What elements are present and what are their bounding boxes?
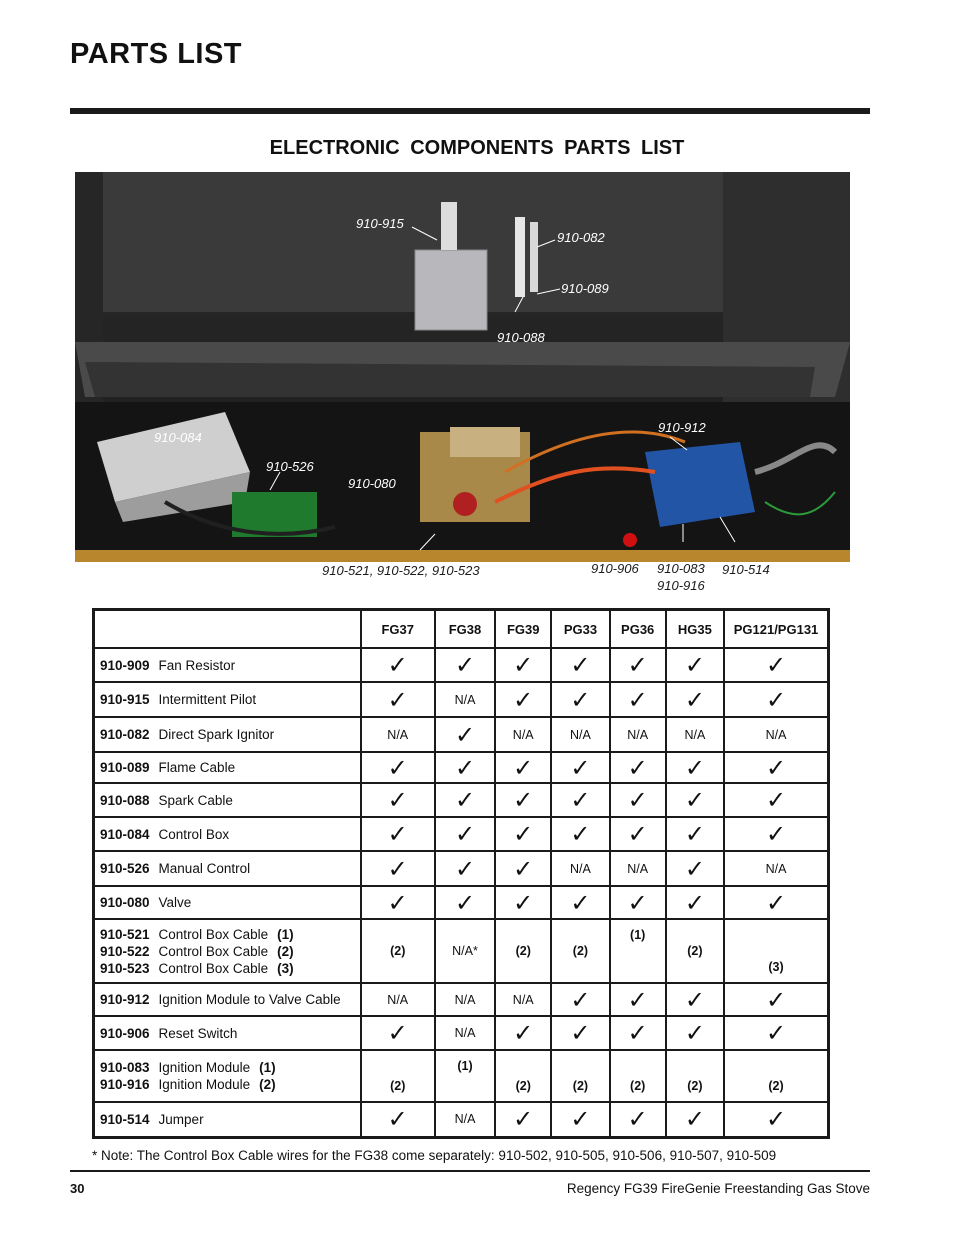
check-mark-icon: ✓ <box>627 786 648 814</box>
table-header-row <box>94 610 829 649</box>
footer-document-title: Regency FG39 FireGenie Freestanding Gas Stove <box>566 1181 870 1196</box>
check-mark-icon: ✓ <box>454 786 476 814</box>
check-mark-icon: ✓ <box>570 985 591 1014</box>
model-cell <box>724 817 828 851</box>
not-applicable-value: N/A <box>512 992 534 1007</box>
model-cell <box>495 682 551 717</box>
model-cell <box>724 886 828 919</box>
check-mark-icon: ✓ <box>627 753 648 782</box>
model-cell <box>551 717 609 752</box>
not-applicable-value: N/A <box>454 692 476 707</box>
model-cell <box>551 919 609 983</box>
not-applicable-value: N/A <box>454 992 476 1007</box>
model-cell <box>435 717 495 752</box>
table-row <box>94 919 829 983</box>
model-cell <box>724 1050 828 1102</box>
check-mark-icon: ✓ <box>765 651 787 679</box>
model-cell <box>495 886 551 919</box>
model-cell <box>551 752 609 783</box>
page-number: 30 <box>70 1181 85 1196</box>
part-description <box>94 919 361 983</box>
part-description <box>94 648 361 682</box>
part-line <box>100 726 360 743</box>
table-row <box>94 1050 829 1102</box>
check-mark-icon: ✓ <box>454 820 476 848</box>
not-applicable-value: N/A <box>765 727 787 742</box>
column-header: PG36 <box>610 610 666 649</box>
model-cell <box>610 1102 666 1137</box>
part-name: Control Box Cable <box>158 926 269 942</box>
table-row <box>94 1016 829 1050</box>
part-line <box>100 991 360 1008</box>
footer-rule <box>70 1170 870 1172</box>
part-description <box>94 983 361 1016</box>
check-mark-icon: ✓ <box>387 1019 408 1047</box>
model-cell <box>724 648 828 682</box>
check-mark-icon: ✓ <box>570 786 591 814</box>
photo-label: 910-521, 910-522, 910-523 <box>322 563 480 578</box>
model-cell <box>435 919 495 983</box>
check-mark-icon: ✓ <box>684 820 705 848</box>
page-title: PARTS LIST <box>70 38 243 70</box>
not-applicable-value: N/A <box>512 727 534 742</box>
check-mark-icon: ✓ <box>513 786 534 814</box>
model-cell <box>724 752 828 783</box>
model-cell <box>361 783 435 817</box>
check-mark-icon: ✓ <box>570 1019 591 1047</box>
quantity-value: (2) <box>515 944 531 958</box>
model-cell <box>361 682 435 717</box>
model-cell <box>551 1050 609 1102</box>
table-row <box>94 783 829 817</box>
photo-label: 910-906 <box>591 561 639 576</box>
part-name: Direct Spark Ignitor <box>158 727 275 742</box>
model-cell <box>361 752 435 783</box>
part-name: Reset Switch <box>158 1025 238 1041</box>
model-cell <box>610 817 666 851</box>
check-mark-icon: ✓ <box>765 1105 787 1134</box>
photo-label: 910-080 <box>348 476 396 491</box>
part-line <box>100 894 360 911</box>
model-cell <box>435 1016 495 1050</box>
check-mark-icon: ✓ <box>627 820 648 848</box>
model-cell <box>361 886 435 919</box>
section-title: ELECTRONIC COMPONENTS PARTS LIST <box>269 137 685 159</box>
quantity-value: (2) <box>390 1079 406 1093</box>
part-description <box>94 1050 361 1102</box>
part-line <box>100 657 360 674</box>
model-cell <box>666 886 724 919</box>
photo-label: 910-088 <box>497 330 545 345</box>
model-cell <box>495 752 551 783</box>
model-cell <box>361 851 435 886</box>
part-description <box>94 783 361 817</box>
part-line <box>100 860 360 877</box>
check-mark-icon: ✓ <box>684 685 705 714</box>
check-mark-icon: ✓ <box>513 753 534 782</box>
part-line <box>100 1059 360 1076</box>
part-name: Control Box Cable <box>158 943 269 959</box>
check-mark-icon: ✓ <box>570 651 591 679</box>
check-mark-icon: ✓ <box>454 720 476 749</box>
check-mark-icon: ✓ <box>684 1105 705 1134</box>
part-name: Flame Cable <box>158 760 236 775</box>
model-cell <box>666 648 724 682</box>
header-blank <box>94 610 361 649</box>
model-cell <box>495 1050 551 1102</box>
model-cell <box>435 783 495 817</box>
photo-label: 910-916 <box>657 578 705 593</box>
column-header: FG39 <box>495 610 551 649</box>
not-applicable-value: N/A <box>387 992 409 1007</box>
model-cell <box>610 648 666 682</box>
part-number: 910-526 <box>100 861 150 876</box>
quantity-value: (2) <box>687 944 703 958</box>
quantity-value: (2) <box>768 1079 784 1093</box>
check-mark-icon: ✓ <box>627 685 648 714</box>
part-name: Ignition Module <box>158 1077 251 1092</box>
model-cell <box>551 682 609 717</box>
check-mark-icon: ✓ <box>684 985 705 1014</box>
part-quantity: (1) <box>259 1060 276 1075</box>
part-quantity: (3) <box>277 960 294 976</box>
model-cell <box>724 919 828 983</box>
part-number: 910-089 <box>100 760 150 775</box>
table-row <box>94 648 829 682</box>
model-cell <box>361 1050 435 1102</box>
model-cell <box>361 648 435 682</box>
check-mark-icon: ✓ <box>627 985 648 1014</box>
table-row <box>94 886 829 919</box>
quantity-value: (2) <box>687 1079 703 1093</box>
footnote: * Note: The Control Box Cable wires for the FG38 come separately: 910-502, 910-505, 910-506, 910-507, 910-509 <box>92 1148 777 1163</box>
part-description <box>94 682 361 717</box>
model-cell <box>610 919 666 983</box>
model-cell <box>610 682 666 717</box>
column-header: PG121/PG131 <box>724 610 828 649</box>
model-cell <box>724 851 828 886</box>
model-cell <box>551 1016 609 1050</box>
part-quantity: (1) <box>277 926 294 942</box>
model-cell <box>435 1050 495 1102</box>
part-name: Fan Resistor <box>158 657 236 673</box>
quantity-value: (3) <box>768 960 784 974</box>
quantity-value: (2) <box>390 944 406 958</box>
part-line <box>100 926 360 943</box>
part-line <box>100 792 360 809</box>
check-mark-icon: ✓ <box>387 1105 408 1134</box>
model-cell <box>435 817 495 851</box>
model-cell <box>435 648 495 682</box>
part-name: Control Box Cable <box>158 960 269 976</box>
check-mark-icon: ✓ <box>684 888 705 917</box>
check-mark-icon: ✓ <box>387 651 408 679</box>
not-applicable-value: N/A <box>765 861 787 876</box>
model-cell <box>495 717 551 752</box>
model-cell <box>666 717 724 752</box>
model-cell <box>724 983 828 1016</box>
part-number: 910-906 <box>100 1025 150 1041</box>
model-cell <box>495 1102 551 1137</box>
model-cell <box>495 1016 551 1050</box>
check-mark-icon: ✓ <box>570 1105 591 1134</box>
check-mark-icon: ✓ <box>387 820 408 848</box>
table-row <box>94 1102 829 1137</box>
photo-label: 910-526 <box>266 459 314 474</box>
part-description <box>94 1102 361 1137</box>
model-cell <box>551 1102 609 1137</box>
not-applicable-value: N/A <box>454 1112 476 1127</box>
model-cell <box>610 1016 666 1050</box>
check-mark-icon: ✓ <box>513 820 534 848</box>
model-cell <box>361 717 435 752</box>
check-mark-icon: ✓ <box>684 854 705 883</box>
model-cell <box>361 817 435 851</box>
check-mark-icon: ✓ <box>765 753 787 782</box>
check-mark-icon: ✓ <box>387 685 408 714</box>
model-cell <box>610 851 666 886</box>
part-name: Spark Cable <box>158 792 233 808</box>
check-mark-icon: ✓ <box>387 854 408 883</box>
part-number: 910-915 <box>100 692 150 707</box>
check-mark-icon: ✓ <box>684 651 705 679</box>
check-mark-icon: ✓ <box>684 753 705 782</box>
column-header: HG35 <box>666 610 724 649</box>
model-cell <box>666 1050 724 1102</box>
check-mark-icon: ✓ <box>627 1019 648 1047</box>
model-cell <box>361 1102 435 1137</box>
check-mark-icon: ✓ <box>627 888 648 917</box>
model-cell <box>361 1016 435 1050</box>
parts-table <box>92 608 830 1139</box>
table-row <box>94 682 829 717</box>
model-cell <box>610 983 666 1016</box>
part-number: 910-088 <box>100 792 150 808</box>
photo-label: 910-082 <box>557 230 605 245</box>
part-line <box>100 943 360 960</box>
part-description <box>94 851 361 886</box>
part-number: 910-082 <box>100 727 150 742</box>
model-cell <box>724 1016 828 1050</box>
check-mark-icon: ✓ <box>765 786 787 814</box>
model-cell <box>495 919 551 983</box>
not-applicable-value: N/A <box>570 727 591 742</box>
model-cell <box>495 851 551 886</box>
model-cell <box>551 851 609 886</box>
part-line <box>100 1076 360 1093</box>
not-applicable-value: N/A <box>684 727 706 742</box>
part-number: 910-084 <box>100 826 150 842</box>
components-photo <box>75 172 850 562</box>
part-number: 910-909 <box>100 657 150 673</box>
part-description <box>94 1016 361 1050</box>
model-cell <box>551 648 609 682</box>
check-mark-icon: ✓ <box>627 651 648 679</box>
photo-label: 910-912 <box>658 420 706 435</box>
header-rule <box>70 108 870 114</box>
not-applicable-value: N/A <box>627 861 649 876</box>
check-mark-icon: ✓ <box>684 786 705 814</box>
model-cell <box>724 717 828 752</box>
model-cell <box>666 851 724 886</box>
table-row <box>94 983 829 1016</box>
part-name: Control Box <box>158 826 230 842</box>
quantity-value: (2) <box>572 944 589 958</box>
not-applicable-value: N/A <box>570 861 591 876</box>
model-cell <box>435 682 495 717</box>
part-quantity: (2) <box>259 1077 276 1092</box>
model-cell <box>435 983 495 1016</box>
part-line <box>100 759 360 776</box>
check-mark-icon: ✓ <box>765 888 787 917</box>
quantity-value: (2) <box>630 1079 646 1093</box>
part-quantity: (2) <box>277 943 294 959</box>
model-cell <box>666 1102 724 1137</box>
not-applicable-value: N/A <box>627 727 649 742</box>
check-mark-icon: ✓ <box>513 685 534 714</box>
part-line <box>100 826 360 843</box>
part-description <box>94 817 361 851</box>
check-mark-icon: ✓ <box>570 685 591 714</box>
model-cell <box>666 1016 724 1050</box>
table-row <box>94 752 829 783</box>
check-mark-icon: ✓ <box>570 820 591 848</box>
part-line <box>100 960 360 977</box>
model-cell <box>610 752 666 783</box>
part-line <box>100 1111 360 1128</box>
check-mark-icon: ✓ <box>454 888 476 917</box>
model-cell <box>495 983 551 1016</box>
check-mark-icon: ✓ <box>454 854 476 883</box>
part-number: 910-916 <box>100 1077 150 1092</box>
part-number: 910-522 <box>100 943 150 959</box>
model-cell <box>435 851 495 886</box>
table-row <box>94 717 829 752</box>
model-cell <box>666 783 724 817</box>
check-mark-icon: ✓ <box>387 786 408 814</box>
model-cell <box>610 1050 666 1102</box>
check-mark-icon: ✓ <box>513 1105 534 1134</box>
part-name: Ignition Module <box>158 1060 251 1075</box>
model-cell <box>724 1102 828 1137</box>
model-cell <box>610 886 666 919</box>
quantity-value: (2) <box>572 1079 589 1093</box>
column-header: FG38 <box>435 610 495 649</box>
check-mark-icon: ✓ <box>684 1019 705 1047</box>
check-mark-icon: ✓ <box>570 888 591 917</box>
part-number: 910-521 <box>100 926 150 942</box>
model-cell <box>495 648 551 682</box>
check-mark-icon: ✓ <box>513 854 534 883</box>
model-cell <box>610 783 666 817</box>
model-cell <box>551 886 609 919</box>
photo-label: 910-915 <box>356 216 404 231</box>
part-number: 910-523 <box>100 960 150 976</box>
check-mark-icon: ✓ <box>513 651 534 679</box>
model-cell <box>361 983 435 1016</box>
check-mark-icon: ✓ <box>513 1019 534 1047</box>
model-cell <box>551 783 609 817</box>
model-cell <box>666 682 724 717</box>
photo-label: 910-089 <box>561 281 609 296</box>
part-line <box>100 691 360 708</box>
model-cell <box>495 783 551 817</box>
check-mark-icon: ✓ <box>765 820 787 848</box>
model-cell <box>435 1102 495 1137</box>
part-name: Intermittent Pilot <box>158 692 257 707</box>
check-mark-icon: ✓ <box>627 1105 648 1134</box>
part-name: Valve <box>158 895 192 910</box>
model-cell <box>610 717 666 752</box>
model-cell <box>666 919 724 983</box>
check-mark-icon: ✓ <box>765 1019 787 1047</box>
quantity-value: (1) <box>630 928 646 942</box>
part-number: 910-083 <box>100 1060 150 1075</box>
model-cell <box>495 817 551 851</box>
model-cell <box>361 919 435 983</box>
part-name: Ignition Module to Valve Cable <box>158 992 341 1007</box>
part-number: 910-912 <box>100 992 150 1007</box>
part-description <box>94 886 361 919</box>
part-number: 910-514 <box>100 1111 150 1127</box>
check-mark-icon: ✓ <box>454 651 476 679</box>
photo-label: 910-083 <box>657 561 705 576</box>
column-header: FG37 <box>361 610 435 649</box>
model-cell <box>666 817 724 851</box>
model-cell <box>724 682 828 717</box>
check-mark-icon: ✓ <box>765 985 787 1014</box>
model-cell <box>435 752 495 783</box>
part-name: Jumper <box>158 1111 204 1127</box>
model-cell <box>435 886 495 919</box>
check-mark-icon: ✓ <box>765 685 787 714</box>
check-mark-icon: ✓ <box>513 888 534 917</box>
model-cell <box>551 983 609 1016</box>
model-cell <box>666 752 724 783</box>
part-description <box>94 752 361 783</box>
photo-label: 910-514 <box>722 562 770 577</box>
check-mark-icon: ✓ <box>387 753 408 782</box>
photo-label: 910-084 <box>154 430 202 445</box>
part-description <box>94 717 361 752</box>
not-applicable-value: N/A <box>454 1026 476 1040</box>
not-applicable-value: N/A <box>387 727 409 742</box>
column-header: PG33 <box>551 610 609 649</box>
model-cell <box>666 983 724 1016</box>
check-mark-icon: ✓ <box>454 753 476 782</box>
part-line <box>100 1025 360 1042</box>
check-mark-icon: ✓ <box>570 753 591 782</box>
quantity-value: (1) <box>457 1059 473 1073</box>
model-cell <box>724 783 828 817</box>
model-cell <box>551 817 609 851</box>
table-row <box>94 851 829 886</box>
part-number: 910-080 <box>100 895 150 910</box>
not-applicable-value: N/A* <box>452 944 478 958</box>
check-mark-icon: ✓ <box>387 888 408 917</box>
table-row <box>94 817 829 851</box>
quantity-value: (2) <box>515 1079 531 1093</box>
part-name: Manual Control <box>158 861 251 876</box>
